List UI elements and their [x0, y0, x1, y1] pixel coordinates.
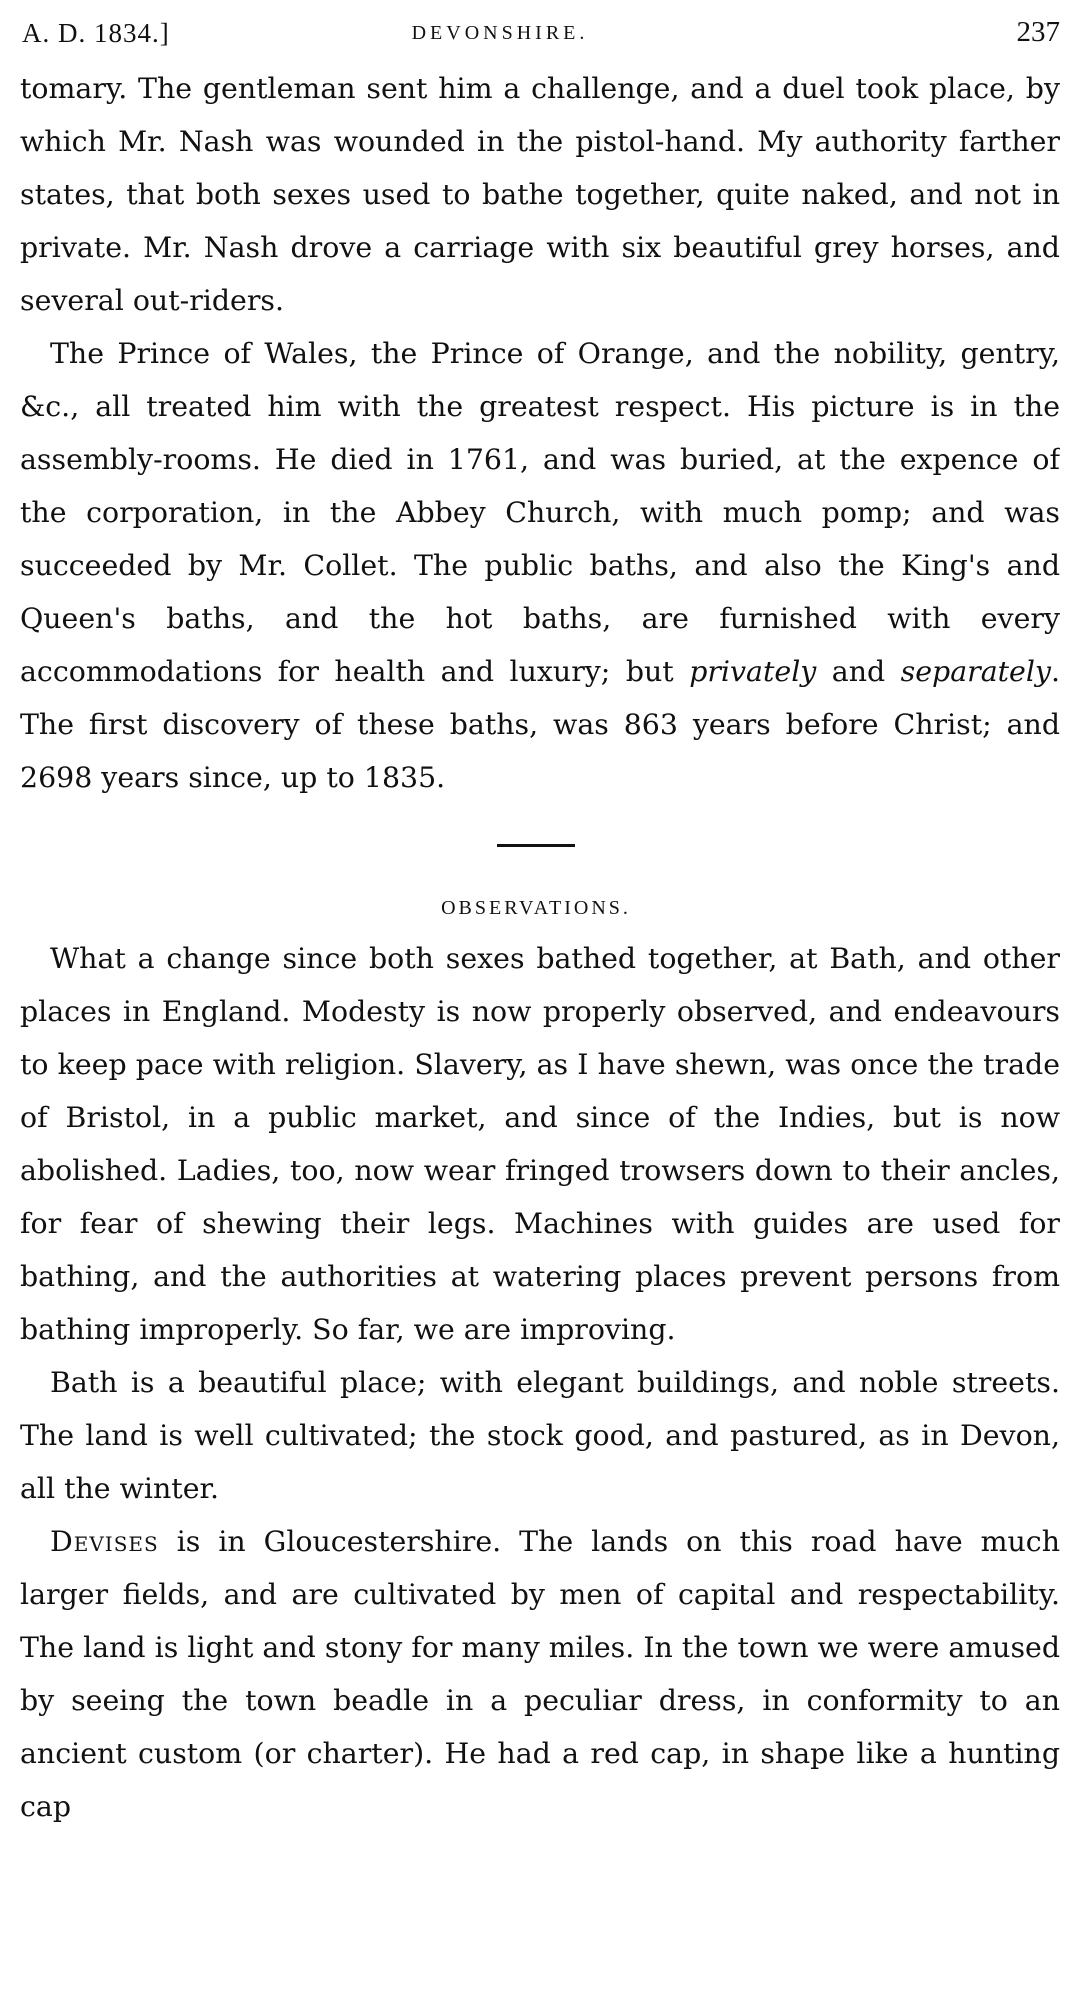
place-name: Devises: [50, 1525, 159, 1558]
paragraph-bath: Bath is a beautiful place; with elegant buildings, and noble streets. The land is well cultivated; the stock good, and pastured, as in Devon, all the winter.: [20, 1366, 1060, 1505]
paragraph-text: and: [816, 655, 901, 688]
paragraph-text: . The first discovery of these baths, was 863 years before Christ; and 2698 years since, up to 1835.: [20, 655, 1060, 794]
paragraph-continued: tomary. The gentleman sent him a challenge, and a duel took place, by which Mr. Nash was wounded in the pistol-hand. My authority farther states, that both sexes used to bathe together, quite naked, and not in private. Mr. Nash drove a carriage with six beautiful grey horses, and several out-riders.: [20, 72, 1060, 317]
italic-word: separately: [900, 655, 1051, 688]
paragraph-observations: What a change since both sexes bathed together, at Bath, and other places in England. Modesty is now properly observed, and endeavours to keep pace with religion. Slavery, as I have shewn, was once the trade of Bristol, in a public market, and since of the Indies, but is now abolished. Ladies, too, now wear fringed trowsers down to their ancles, for fear of shewing their legs. Machines with guides are used for bathing, and the authorities at watering places prevent persons from bathing improperly. So far, we are improving.: [20, 942, 1060, 1346]
book-page: [20, 0, 1060, 1990]
section-divider: [497, 844, 575, 847]
paragraph-prince-of-wales: [20, 327, 1060, 804]
page-number: 237: [1016, 16, 1060, 48]
italic-word: privately: [689, 655, 817, 688]
paragraph-text: The Prince of Wales, the Prince of Orange, and the nobility, gentry, &c., all treated him with the greatest respect. His picture is in the assembly-rooms. He died in 1761, and was buried, at the expence of the corporation, in the Abbey Church, with much pomp; and was succeeded by Mr. Collet. The public baths, and also the King's and Queen's baths, and the hot baths, are furnished with every accommodations for health and luxury; but: [20, 337, 1060, 688]
paragraph-devises: [20, 1515, 1060, 1833]
section-title: OBSERVATIONS.: [441, 897, 631, 919]
header-title: DEVONSHIRE.: [411, 22, 589, 44]
header-date: A. D. 1834.]: [22, 18, 170, 48]
running-head: [20, 0, 1060, 62]
paragraph-text: is in Gloucestershire. The lands on this road have much larger fields, and are cultivated by men of capital and respectability. The land is light and stony for many miles. In the town we were amused by seeing the town beadle in a peculiar dress, in conformity to an ancient custom (or charter). He had a red cap, in shape like a hunting cap: [20, 1525, 1060, 1823]
